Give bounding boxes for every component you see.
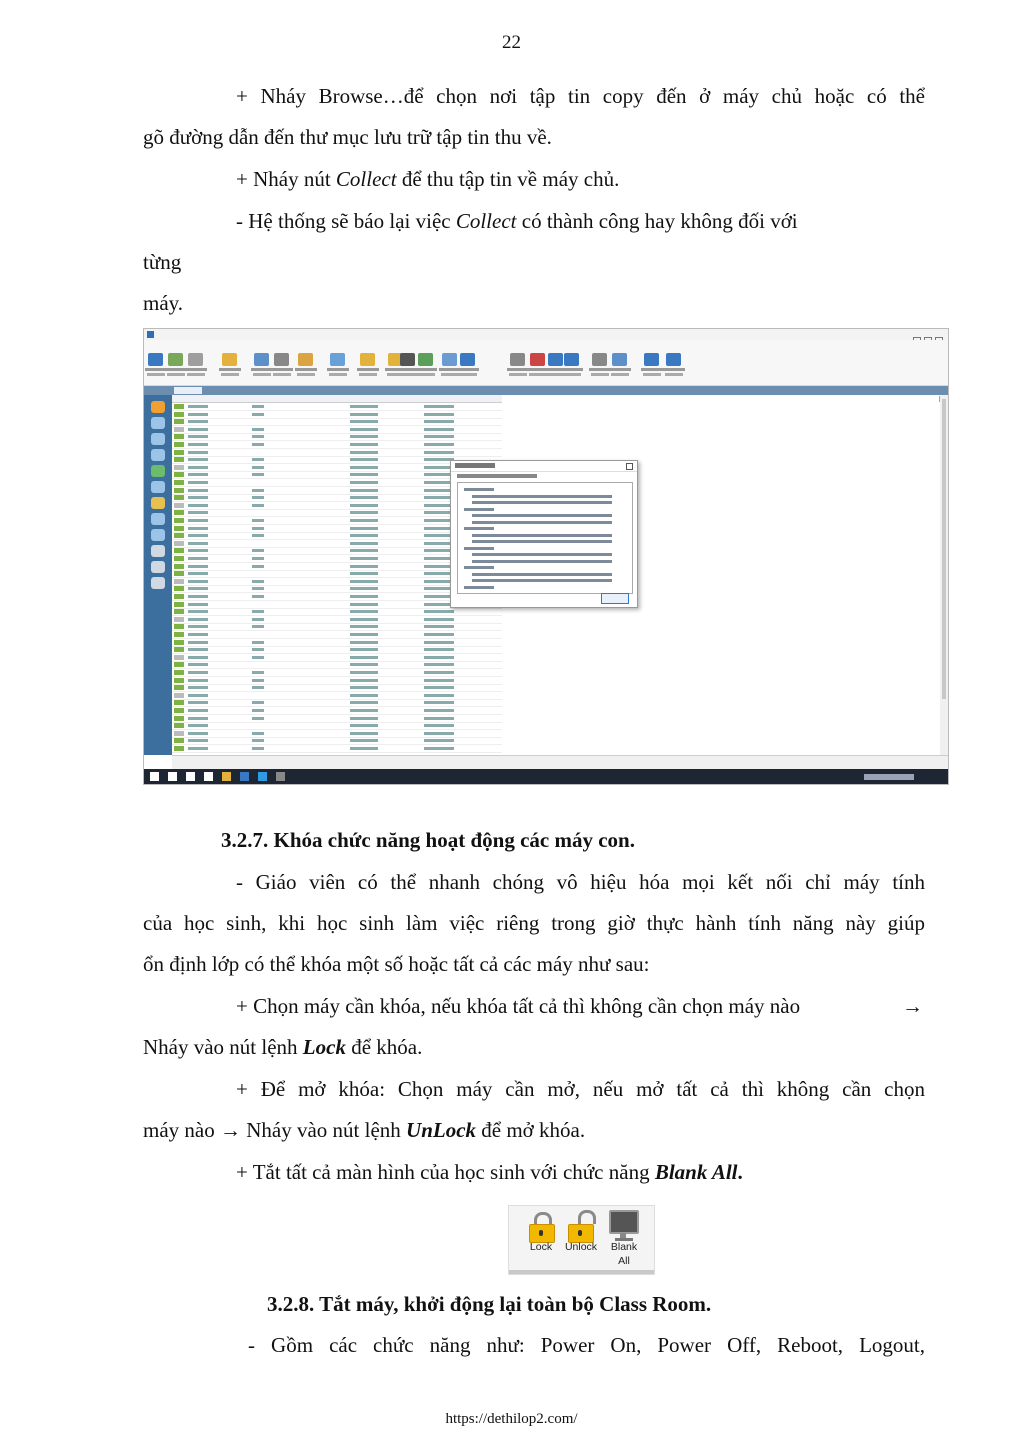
- ribbon-icon: [644, 353, 659, 366]
- section-heading-327: 3.2.7. Khóa chức năng hoạt động các máy con.: [221, 828, 635, 852]
- text: + Tắt tất cả màn hình của học sinh với chức năng: [236, 1160, 655, 1184]
- ribbon-label: [219, 368, 241, 371]
- ribbon-label: [251, 368, 273, 371]
- ribbon-label: [297, 373, 315, 376]
- paragraph-report: [236, 209, 798, 233]
- taskbar-icon: [186, 772, 195, 781]
- tree-line: [472, 534, 612, 537]
- ribbon-icon: [592, 353, 607, 366]
- paragraph-327-5: [143, 1035, 422, 1059]
- text: Nháy vào nút lệnh: [143, 1035, 303, 1059]
- emphasis: Collect: [455, 209, 517, 233]
- window-controls: [910, 330, 944, 338]
- table-row: [172, 745, 502, 753]
- ribbon-label: [253, 373, 271, 376]
- tab-all: [174, 387, 202, 394]
- ribbon-label: [641, 368, 663, 371]
- taskbar-icon: [168, 772, 177, 781]
- arrow-icon: →: [219, 1118, 241, 1142]
- ribbon-label: [187, 373, 205, 376]
- emphasis: Collect: [335, 167, 397, 191]
- results-tree: [457, 482, 633, 594]
- monitor-icon: [609, 1210, 639, 1242]
- tree-line: [472, 495, 612, 498]
- status-bar: [172, 755, 948, 770]
- sidebar-icon: [151, 401, 165, 413]
- ribbon-icon: [510, 353, 525, 366]
- divider: [509, 1270, 654, 1274]
- sidebar: [144, 395, 172, 755]
- ribbon-icon: [418, 353, 433, 366]
- ribbon-label: [329, 373, 347, 376]
- tab-strip: [144, 386, 948, 395]
- ribbon-label: [563, 373, 581, 376]
- ok-button: [601, 593, 629, 604]
- ribbon-label: [271, 368, 293, 371]
- ribbon-label: [609, 368, 631, 371]
- window-titlebar: [144, 329, 948, 340]
- ribbon-label: [611, 373, 629, 376]
- ribbon-label: [185, 368, 207, 371]
- unlock-label: Unlock: [564, 1241, 598, 1253]
- sidebar-icon: [151, 481, 165, 493]
- ribbon-icon: [460, 353, 475, 366]
- ribbon-icon: [442, 353, 457, 366]
- unlock-icon: [568, 1212, 594, 1242]
- ribbon-icon: [612, 353, 627, 366]
- ribbon-icon: [548, 353, 563, 366]
- ribbon-label: [327, 368, 349, 371]
- ribbon-icon: [298, 353, 313, 366]
- clock: [864, 774, 914, 780]
- blank-label: Blank: [610, 1241, 638, 1253]
- ribbon-label: [221, 373, 239, 376]
- ribbon-label: [663, 368, 685, 371]
- text: để khóa.: [345, 1035, 423, 1059]
- sidebar-icon: [151, 465, 165, 477]
- text: có thành công hay không đối với: [516, 209, 798, 233]
- arrow-icon: →: [902, 994, 923, 1018]
- tree-line: [472, 560, 612, 563]
- ribbon-label: [589, 368, 611, 371]
- paragraph-browse-cont: gõ đường dẫn đến thư mục lưu trữ tập tin thu về.: [143, 125, 552, 149]
- sidebar-icon: [151, 417, 165, 429]
- paragraph-327-2: của học sinh, khi học sinh làm việc riêng trong giờ thực hành tính năng này giúp: [143, 911, 925, 935]
- sidebar-icon: [151, 561, 165, 573]
- ribbon-icon: [666, 353, 681, 366]
- ribbon-label: [295, 368, 317, 371]
- ribbon-label: [507, 368, 529, 371]
- ribbon-icon: [188, 353, 203, 366]
- tree-line: [472, 514, 612, 517]
- tree-line: [464, 488, 494, 491]
- paragraph-328-1: - Gồm các chức năng như: Power On, Power Off, Reboot, Logout,: [248, 1333, 925, 1357]
- ribbon-icon: [254, 353, 269, 366]
- paragraph-collect: [236, 167, 619, 191]
- text: máy nào: [143, 1118, 220, 1142]
- taskbar-icon: [150, 772, 159, 781]
- ribbon-label: [561, 368, 583, 371]
- ribbon-icon: [360, 353, 375, 366]
- paragraph-report-cont2: máy.: [143, 291, 184, 315]
- lock-toolbar-image: [508, 1205, 655, 1275]
- tree-line: [464, 566, 494, 569]
- taskbar: [144, 769, 948, 784]
- all-label: All: [618, 1255, 630, 1267]
- lock-icon: [529, 1212, 555, 1242]
- sidebar-icon: [151, 497, 165, 509]
- text: .: [737, 1160, 743, 1184]
- ribbon-label: [145, 368, 167, 371]
- ribbon-label: [417, 373, 435, 376]
- ribbon-icon: [168, 353, 183, 366]
- ribbon-label: [359, 373, 377, 376]
- results-dialog: [450, 460, 638, 608]
- ribbon-label: [415, 368, 437, 371]
- taskbar-icon: [222, 772, 231, 781]
- text: để mở khóa.: [476, 1118, 586, 1142]
- ribbon-label: [441, 373, 459, 376]
- ribbon-icon: [330, 353, 345, 366]
- tree-line: [472, 540, 612, 543]
- tree-line: [472, 553, 612, 556]
- list-header: [172, 395, 502, 403]
- dialog-title: [451, 461, 637, 472]
- ribbon-label: [357, 368, 379, 371]
- ribbon-label: [147, 373, 165, 376]
- emphasis: UnLock: [406, 1118, 477, 1142]
- ribbon-label: [643, 373, 661, 376]
- sidebar-icon: [151, 433, 165, 445]
- dialog-caption: [457, 474, 537, 478]
- ribbon-icon: [530, 353, 545, 366]
- ribbon-label: [273, 373, 291, 376]
- paragraph-report-cont: từng: [143, 250, 182, 274]
- ribbon-toolbar: [144, 349, 948, 386]
- ribbon-label: [167, 373, 185, 376]
- emphasis: Lock: [302, 1035, 346, 1059]
- ribbon-icon: [148, 353, 163, 366]
- text: + Nháy nút: [236, 167, 336, 191]
- sidebar-icon: [151, 529, 165, 541]
- emphasis: Blank All: [654, 1160, 738, 1184]
- sidebar-icon: [151, 513, 165, 525]
- taskbar-icon: [204, 772, 213, 781]
- section-heading-328: 3.2.8. Tắt máy, khởi động lại toàn bộ Class Room.: [267, 1292, 712, 1316]
- page-number: 22: [502, 32, 521, 53]
- paragraph-327-4: + Chọn máy cần khóa, nếu khóa tất cả thì không cần chọn máy nào: [236, 994, 801, 1018]
- ribbon-label: [165, 368, 187, 371]
- tree-line: [464, 508, 494, 511]
- paragraph-327-1: - Giáo viên có thể nhanh chóng vô hiệu hóa mọi kết nối chỉ máy tính: [236, 870, 925, 894]
- text: để thu tập tin về máy chủ.: [396, 167, 620, 191]
- tree-line: [464, 547, 494, 550]
- tree-line: [472, 579, 612, 582]
- vertical-scrollbar: [940, 395, 948, 755]
- taskbar-icon: [258, 772, 267, 781]
- ribbon-label: [509, 373, 527, 376]
- paragraph-browse: + Nháy Browse…để chọn nơi tập tin copy đến ở máy chủ hoặc có thể: [236, 84, 925, 108]
- text: Nháy vào nút lệnh: [240, 1118, 407, 1142]
- sidebar-icon: [151, 545, 165, 557]
- paragraph-327-7: [143, 1118, 585, 1142]
- ribbon-label: [591, 373, 609, 376]
- tree-line: [472, 501, 612, 504]
- tree-line: [464, 586, 494, 589]
- ribbon-label: [529, 373, 547, 376]
- ribbon-label: [665, 373, 683, 376]
- sidebar-icon: [151, 577, 165, 589]
- ribbon-icon: [274, 353, 289, 366]
- taskbar-icon: [240, 772, 249, 781]
- sidebar-icon: [151, 449, 165, 461]
- ribbon-icon: [222, 353, 237, 366]
- lock-label: Lock: [529, 1241, 553, 1253]
- ribbon-label: [457, 368, 479, 371]
- menu-bar: [144, 340, 948, 349]
- tree-line: [472, 521, 612, 524]
- text: - Hệ thống sẽ báo lại việc: [236, 209, 456, 233]
- paragraph-327-8: [236, 1160, 743, 1184]
- tree-line: [464, 527, 494, 530]
- app-icon: [147, 331, 154, 338]
- ribbon-label: [399, 373, 417, 376]
- footer-url: https://dethilop2.com/: [445, 1411, 578, 1427]
- status-indicators: [918, 387, 944, 394]
- ribbon-label: [459, 373, 477, 376]
- netsupport-screenshot: [143, 328, 949, 785]
- paragraph-327-3: ổn định lớp có thể khóa một số hoặc tất cả các máy như sau:: [143, 952, 650, 976]
- tree-line: [472, 573, 612, 576]
- paragraph-327-6: + Để mở khóa: Chọn máy cần mở, nếu mở tất cả thì không cần chọn: [236, 1077, 925, 1101]
- taskbar-icon: [276, 772, 285, 781]
- ribbon-icon: [564, 353, 579, 366]
- ribbon-icon: [400, 353, 415, 366]
